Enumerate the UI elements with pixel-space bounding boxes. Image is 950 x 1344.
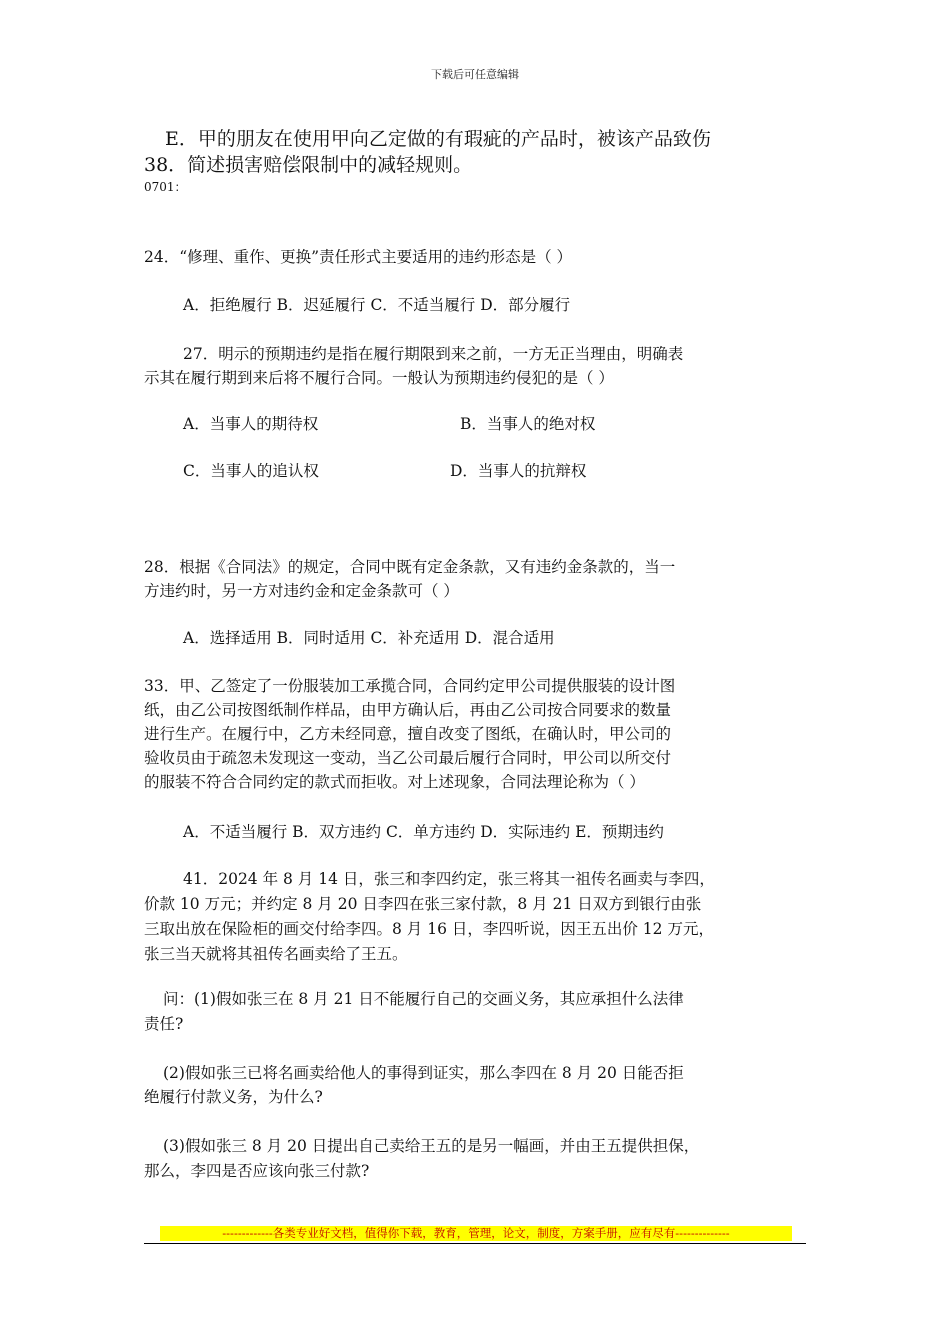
question-33-line-4: 验收员由于疏忽未发现这一变动，当乙公司最后履行合同时，甲公司以所交付	[144, 749, 672, 767]
question-38: 38．简述损害赔偿限制中的减轻规则。	[144, 154, 473, 176]
question-28-options: A．选择适用 B．同时适用 C．补充适用 D．混合适用	[183, 629, 555, 647]
question-27-option-c: C．当事人的追认权	[183, 462, 319, 480]
page-header: 下载后可任意编辑	[431, 68, 519, 81]
question-27-line-2: 示其在履行期到来后将不履行合同。一般认为预期违约侵犯的是（ ）	[144, 369, 614, 387]
question-27-option-b: B．当事人的绝对权	[460, 415, 596, 433]
question-33-line-2: 纸，由乙公司按图纸制作样品，由甲方确认后，再由乙公司按合同要求的数量	[144, 701, 672, 719]
question-28-line-1: 28．根据《合同法》的规定，合同中既有定金条款，又有违约金条款的，当一	[144, 558, 676, 576]
question-41-line-3: 三取出放在保险柜的画交付给李四。8 月 16 日，李四听说，因王五出价 12 万元，	[144, 920, 714, 938]
question-33-line-3: 进行生产。在履行中，乙方未经同意，擅自改变了图纸，在确认时，甲公司的	[144, 725, 672, 743]
question-27-line-1: 27．明示的预期违约是指在履行期限到来之前，一方无正当理由，明确表	[183, 345, 684, 363]
question-24-options: A．拒绝履行 B．迟延履行 C．不适当履行 D．部分履行	[183, 296, 571, 314]
footer-banner: -------------各类专业好文档，值得你下载，教育，管理，论文，制度，方案手册，应有尽有--------------	[222, 1226, 730, 1240]
sub-question-2-line-1: (2)假如张三已将名画卖给他人的事得到证实，那么李四在 8 月 20 日能否拒	[163, 1064, 684, 1082]
question-41-line-4: 张三当天就将其祖传名画卖给了王五。	[144, 945, 408, 963]
question-24: 24．“修理、重作、更换”责任形式主要适用的违约形态是（ ）	[144, 248, 573, 266]
sub-question-3-line-2: 那么，李四是否应该向张三付款?	[144, 1162, 370, 1180]
question-27-option-d: D．当事人的抗辩权	[450, 462, 587, 480]
section-code: 0701：	[144, 180, 187, 194]
question-41-line-1: 41．2024 年 8 月 14 日，张三和李四约定，张三将其一祖传名画卖与李四，	[183, 870, 715, 888]
question-33-line-1: 33．甲、乙签定了一份服装加工承揽合同，合同约定甲公司提供服装的设计图	[144, 677, 676, 695]
question-41-line-2: 价款 10 万元；并约定 8 月 20 日李四在张三家付款，8 月 21 日双方到银行由张	[144, 895, 702, 913]
question-33-options: A．不适当履行 B．双方违约 C．单方违约 D．实际违约 E．预期违约	[183, 823, 664, 841]
footer-divider	[144, 1243, 806, 1244]
question-27-option-a: A．当事人的期待权	[183, 415, 319, 433]
question-33-line-5: 的服装不符合合同约定的款式而拒收。对上述现象，合同法理论称为（ ）	[144, 773, 645, 791]
sub-question-1-line-1: 问：(1)假如张三在 8 月 21 日不能履行自己的交画义务，其应承担什么法律	[163, 990, 684, 1008]
option-e-line: E．甲的朋友在使用甲向乙定做的有瑕疵的产品时，被该产品致伤	[165, 128, 711, 150]
question-28-line-2: 方违约时，另一方对违约金和定金条款可（ ）	[144, 582, 459, 600]
sub-question-2-line-2: 绝履行付款义务，为什么?	[144, 1088, 323, 1106]
sub-question-3-line-1: (3)假如张三 8 月 20 日提出自己卖给王五的是另一幅画，并由王五提供担保，	[163, 1137, 700, 1155]
sub-question-1-line-2: 责任?	[144, 1015, 184, 1033]
